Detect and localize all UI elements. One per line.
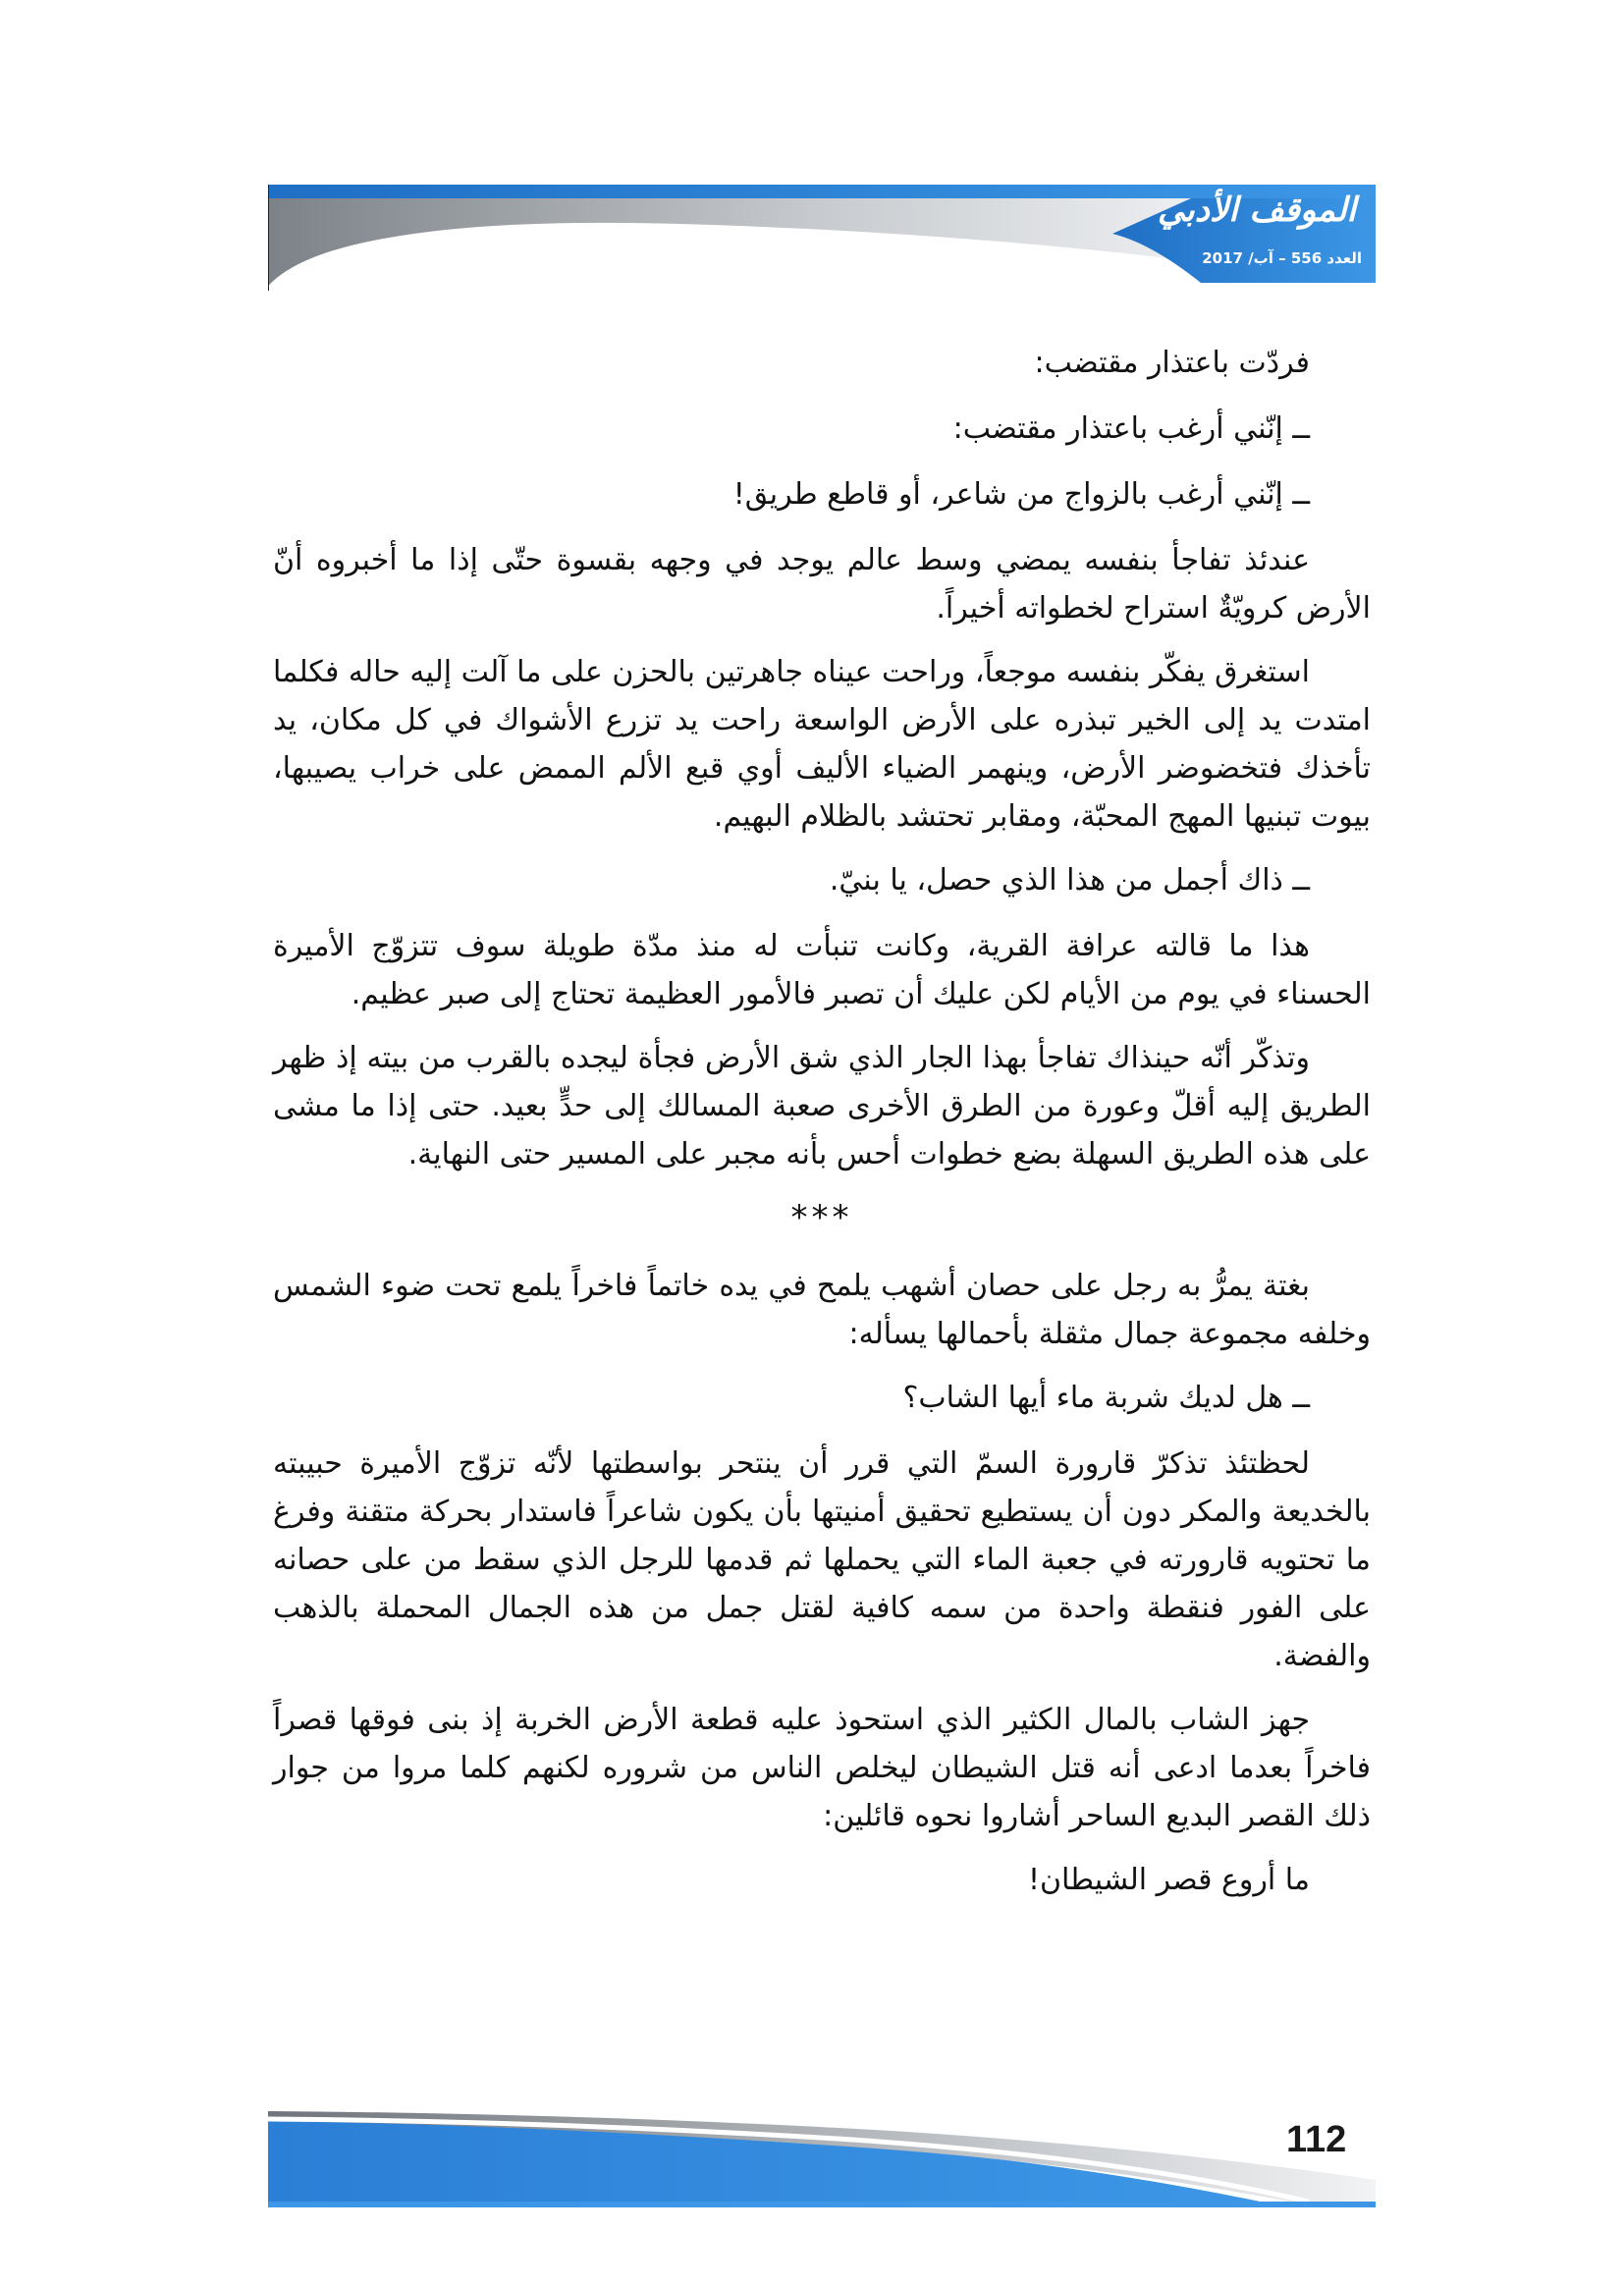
- dialogue-line: فردّت باعتذار مقتضب:: [1034, 346, 1310, 380]
- paragraph: عندئذ تفاجأ بنفسه يمضي وسط عالم يوجد في وجهه بقسوة حتّى إذا ما أخبروه أنّ الأرض كرويّةٌ استراح لخطواته أخيراً.: [273, 543, 1371, 626]
- dialogue-line: ــ ذاك أجمل من هذا الذي حصل، يا بنيّ.: [829, 863, 1310, 898]
- paragraph: استغرق يفكّر بنفسه موجعاً، وراحت عيناه جاهرتين بالحزن على ما آلت إليه حاله فكلما امتدت يد إلى الخير تبذره على الأرض الواسعة راحت يد تزرع الأشواك في كل مكان، يد تأخذك فتخضوضر الأرض، وينهمر الضياء الأليف أوي قبع الألم الممض على خراب يصيبها، بيوت تبنيها المهج المحبّة، ومقابر تحتشد بالظلام البهيم.: [273, 655, 1371, 834]
- paragraph: بغتة يمرُّ به رجل على حصان أشهب يلمح في يده خاتماً فاخراً يلمع تحت ضوء الشمس وخلفه مجموعة جمال مثقلة بأحمالها يسأله:: [273, 1269, 1371, 1351]
- issue-info: العدد 556 – آب/ 2017: [1202, 249, 1362, 267]
- paragraph: لحظتئذ تذكرّ قارورة السمّ التي قرر أن ينتحر بواسطتها لأنّه تزوّج الأميرة حبيبته بالخديعة والمكر دون أن يستطيع تحقيق أمنيتها بأن يكون شاعراً فاستدار بحركة متقنة وفرغ ما تحتويه قارورته في جعبة الماء التي يحملها ثم قدمها للرجل الذي سقط من على حصانه على الفور فنقطة واحدة من سمه كافية لقتل جمل من هذه الجمال المحملة بالذهب والفضة.: [273, 1446, 1371, 1673]
- dialogue-line: ــ إنّني أرغب بالزواج من شاعر، أو قاطع طريق!: [732, 477, 1310, 512]
- paragraph: هذا ما قالته عرافة القرية، وكانت تنبأت له منذ مدّة طويلة سوف تتزوّج الأميرة الحسناء في يوم من الأيام لكن عليك أن تصبر فالأمور العظيمة تحتاج إلى صبر عظيم.: [273, 929, 1371, 1011]
- dialogue-line: ــ إنّني أرغب باعتذار مقتضب:: [952, 411, 1310, 446]
- closing-line: ما أروع قصر الشيطان!: [1027, 1863, 1310, 1897]
- article-body: [273, 339, 1371, 1922]
- paragraph: وتذكّر أنّه حينذاك تفاجأ بهذا الجار الذي شق الأرض فجأة ليجده بالقرب من بيته إذ ظهر الطريق إليه أقلّ وعورة من الطرق الأخرى صعبة المسالك إلى حدٍّ بعيد. حتى إذا ما مشى على هذه الطريق السهلة بضع خطوات أحس بأنه مجبر على المسير حتى النهاية.: [273, 1041, 1371, 1171]
- magazine-logo: الموقف الأدبي: [1157, 190, 1356, 230]
- paragraph: جهز الشاب بالمال الكثير الذي استحوذ عليه قطعة الأرض الخربة إذ بنى فوقها قصراً فاخراً بعدما ادعى أنه قتل الشيطان ليخلص الناس من شروره لكنهم كلما مروا من جوار ذلك القصر البديع الساحر أشاروا نحوه قائلين:: [273, 1703, 1371, 1833]
- section-separator: ***: [790, 1198, 853, 1237]
- page-number: 112: [1286, 2119, 1347, 2160]
- dialogue-line: ــ هل لديك شربة ماء أيها الشاب؟: [902, 1381, 1310, 1415]
- page-footer: [268, 2111, 1376, 2207]
- page-header: [268, 185, 1376, 293]
- footer-swoosh-graphic: [268, 2111, 1376, 2207]
